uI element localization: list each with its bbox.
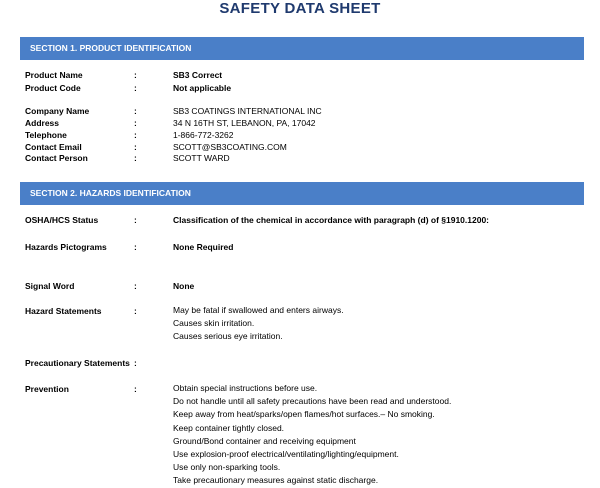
- colon: :: [134, 70, 137, 80]
- contact-person-value: SCOTT WARD: [173, 153, 230, 163]
- field-label: Address: [25, 118, 60, 128]
- colon: :: [134, 242, 137, 252]
- colon: :: [134, 83, 137, 93]
- colon: :: [134, 106, 137, 116]
- hazard-pictograms-value: None Required: [173, 242, 234, 252]
- product-name-row: [25, 69, 585, 81]
- product-code-value: Not applicable: [173, 83, 232, 93]
- field-label: OSHA/HCS Status: [25, 215, 99, 225]
- section-1-header: SECTION 1. PRODUCT IDENTIFICATION: [20, 37, 584, 60]
- prevention-statement: Do not handle until all safety precautions have been read and understood.: [173, 396, 452, 407]
- field-label: Telephone: [25, 130, 67, 140]
- prevention-list: [173, 382, 451, 488]
- contact-person-row: [25, 152, 585, 164]
- colon: :: [134, 281, 137, 291]
- field-label: Hazards Pictograms: [25, 242, 107, 252]
- prevention-statement: Take precautionary measures against static discharge.: [173, 475, 379, 486]
- prevention-statement: Keep away from heat/sparks/open flames/hot surfaces.– No smoking.: [173, 409, 435, 420]
- prevention-statement: Obtain special instructions before use.: [173, 383, 318, 393]
- product-code-row: [25, 82, 585, 94]
- field-label: Prevention: [25, 384, 69, 394]
- hazard-statement: Causes skin irritation.: [173, 318, 255, 329]
- osha-status-row: [25, 214, 585, 226]
- field-label: Contact Person: [25, 153, 88, 163]
- prevention-statement: Ground/Bond container and receiving equipment: [173, 435, 356, 446]
- osha-status-value: Classification of the chemical in accordance with paragraph (d) of §1910.1200:: [173, 215, 490, 225]
- prevention-statement: Keep container tightly closed.: [173, 422, 285, 433]
- field-label: Hazard Statements: [25, 306, 102, 316]
- hazard-statements-list: [173, 304, 344, 344]
- hazard-statement: Causes serious eye irritation.: [173, 331, 283, 342]
- prevention-statement: Use explosion-proof electrical/ventilating/lighting/equipment.: [173, 449, 399, 460]
- field-label: Signal Word: [25, 281, 75, 291]
- field-label: Product Name: [25, 70, 83, 80]
- signal-word-row: [25, 280, 585, 292]
- field-label: Contact Email: [25, 142, 82, 152]
- address-row: [25, 117, 585, 129]
- colon: :: [134, 130, 137, 140]
- colon: :: [134, 215, 137, 225]
- precautionary-statements-row: [25, 357, 585, 369]
- colon: :: [134, 358, 137, 368]
- colon: :: [134, 153, 137, 163]
- telephone-row: [25, 129, 585, 141]
- field-label: Precautionary Statements: [25, 358, 130, 368]
- document-title: SAFETY DATA SHEET: [219, 0, 381, 17]
- colon: :: [134, 142, 137, 152]
- hazard-pictograms-row: [25, 241, 585, 253]
- address-value: 34 N 16TH ST, LEBANON, PA, 17042: [173, 118, 316, 128]
- product-name-value: SB3 Correct: [173, 70, 223, 80]
- company-name-value: SB3 COATINGS INTERNATIONAL INC: [173, 106, 322, 116]
- contact-email-value: SCOTT@SB3COATING.COM: [173, 142, 287, 152]
- signal-word-value: None: [173, 281, 195, 291]
- colon: :: [134, 118, 137, 128]
- telephone-value: 1-866-772-3262: [173, 130, 234, 140]
- hazard-statement: May be fatal if swallowed and enters airways.: [173, 305, 344, 315]
- company-name-row: [25, 105, 585, 117]
- colon: :: [134, 306, 137, 316]
- field-label: Company Name: [25, 106, 90, 116]
- field-label: Product Code: [25, 83, 81, 93]
- prevention-statement: Use only non-sparking tools.: [173, 462, 281, 473]
- colon: :: [134, 384, 137, 394]
- section-2-header: SECTION 2. HAZARDS IDENTIFICATION: [20, 182, 584, 205]
